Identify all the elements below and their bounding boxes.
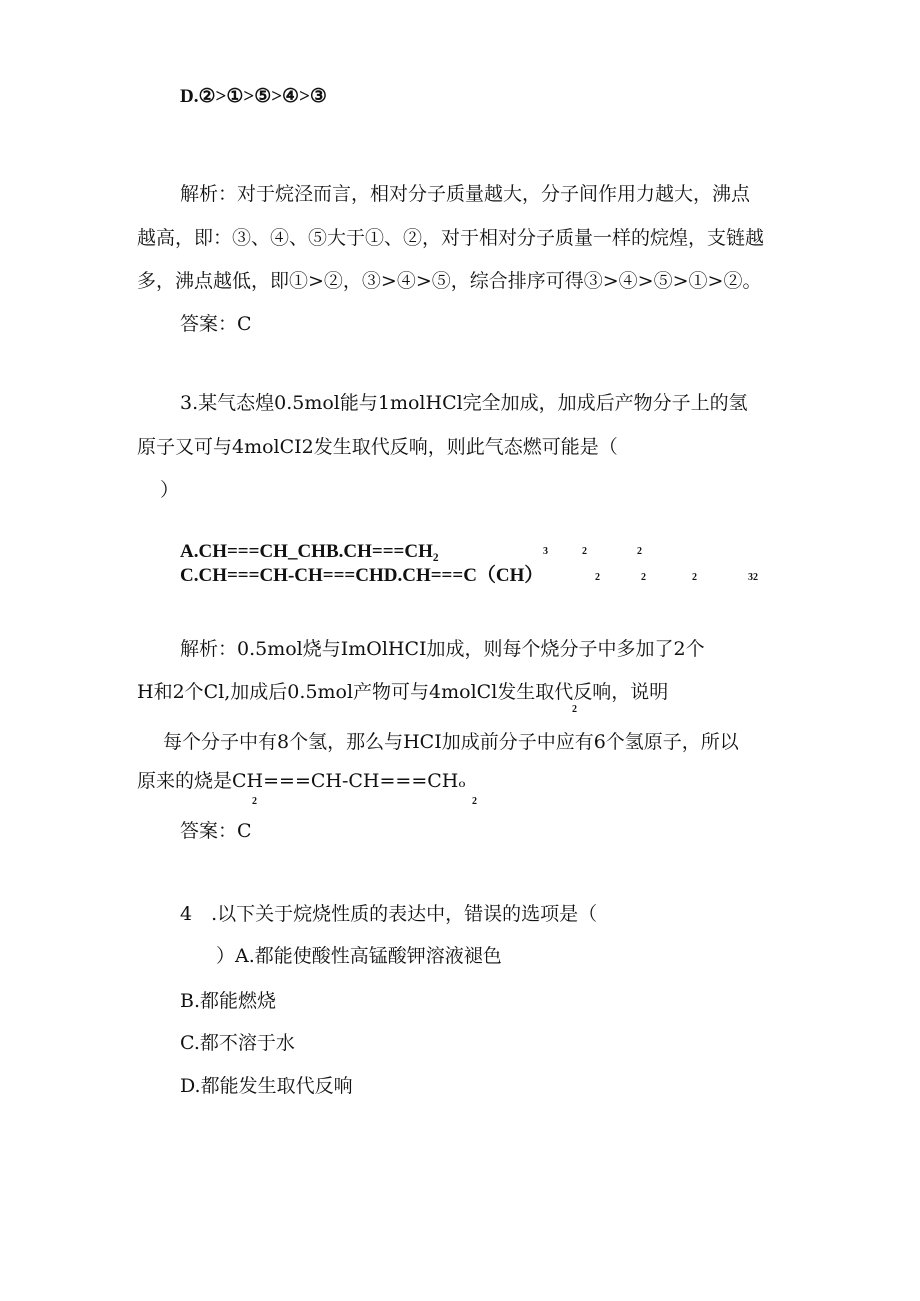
- q4-option-b: B.都能燃烧: [180, 990, 277, 1012]
- q3-options-line2-sub: 2: [595, 572, 600, 583]
- q3-options-line1-sub: 2: [637, 546, 642, 557]
- q2-analysis-line1: 解析：对于烷泾而言，相对分子质量越大，分子间作用力越大，沸点: [180, 183, 751, 205]
- q4-stem-line2: ）A.都能使酸性高锰酸钾溶液褪色: [216, 945, 502, 967]
- q3-analysis-line2-sub: 2: [572, 704, 577, 715]
- q3-options-line2-sub: 2: [641, 572, 646, 583]
- q2-option-d: D.②>①>⑤>④>③: [180, 86, 327, 107]
- q3-options-line2-sub: 2: [692, 572, 697, 583]
- q3-options-line2-sub: 32: [748, 572, 758, 583]
- q3-stem-line2: 原子又可与4molCI2发生取代反响，则此气态燃可能是（: [137, 436, 618, 458]
- q3-options-line1: A.CH===CH_CHB.CH===CH₂: [180, 541, 439, 562]
- q3-answer: 答案：C: [180, 820, 252, 842]
- q3-options-line1-sub: 3: [543, 546, 548, 557]
- q2-analysis-line2: 越高，即：③、④、⑤大于①、②，对于相对分子质量一样的烷煌，支链越: [137, 227, 765, 249]
- q3-stem-line3: ）: [160, 479, 180, 501]
- q3-analysis-line3: 每个分子中有8个氢，那么与HCI加成前分子中应有6个氢原子，所以: [163, 731, 739, 753]
- q2-answer: 答案：C: [180, 313, 252, 335]
- q3-analysis-line1: 解析：0.5mol烧与ImOlHCI加成，则每个烧分子中多加了2个: [180, 638, 705, 660]
- q4-stem-line1: 4 .以下关于烷烧性质的表达中，错误的选项是（: [180, 903, 598, 925]
- q3-options-line2: C.CH===CH-CH===CHD.CH===C（CH）: [180, 565, 544, 586]
- q4-option-d: D.都能发生取代反响: [180, 1075, 353, 1097]
- q3-analysis-line2: H和2个Cl,加成后0.5mol产物可与4molCl发生取代反响，说明: [137, 681, 669, 703]
- q4-option-c: C.都不溶于水: [180, 1032, 295, 1054]
- q3-analysis-line4-sub: 2: [472, 796, 477, 807]
- q2-analysis-line3: 多，沸点越低，即①>②，③>④>⑤，综合排序可得③>④>⑤>①>②。: [137, 270, 762, 292]
- q3-stem-line1: 3.某气态煌0.5mol能与1molHCl完全加成，加成后产物分子上的氢: [180, 392, 748, 414]
- q3-analysis-line4-sub: 2: [252, 796, 257, 807]
- q3-options-line1-sub: 2: [582, 546, 587, 557]
- q3-analysis-line4: 原来的烧是CH===CH-CH===CHₒ: [137, 770, 466, 792]
